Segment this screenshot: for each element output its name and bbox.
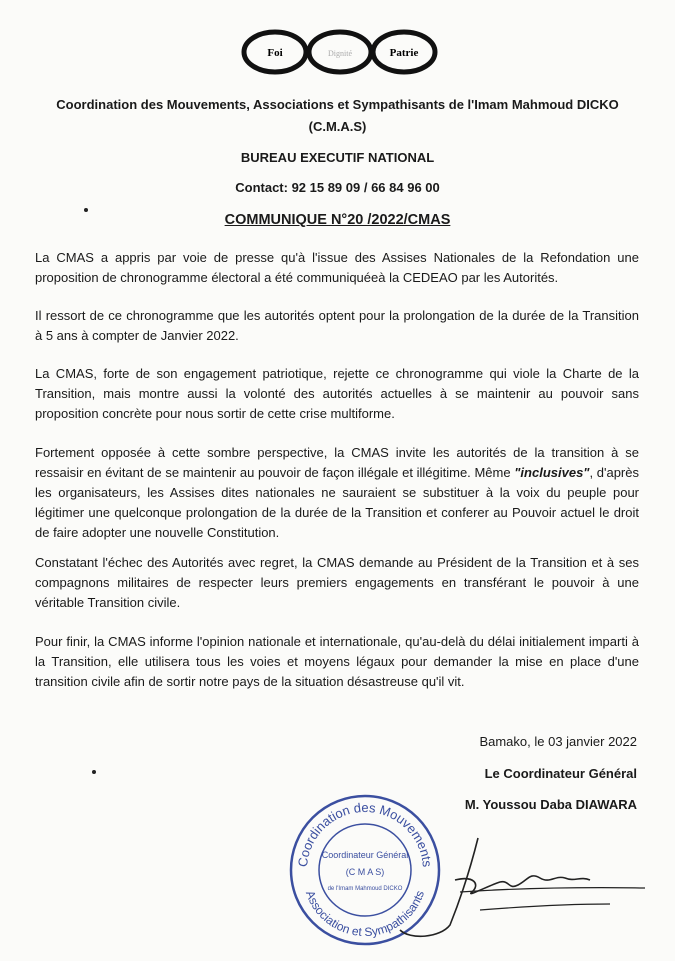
bureau-heading: BUREAU EXECUTIF NATIONAL xyxy=(240,150,435,165)
signatory-role: Le Coordinateur Général xyxy=(484,766,637,781)
contact-line: Contact: 92 15 89 09 / 66 84 96 00 xyxy=(235,180,440,195)
stamp-inner-2: (C M A S) xyxy=(345,867,385,877)
paragraph-5: Constatant l'échec des Autorités avec regret, la CMAS demande au Président de la Transition et à ses compagnons militaires de respecter leurs premiers engagements en transférant le pouvoir à une véritable Transition civile. xyxy=(35,555,639,610)
paragraph-4-start: Fortement opposée à cette sombre perspective, la CMAS invite les autorités de la transition à se ressaisir en évitant de se maintenir au pouvoir de façon illégale et illégitime. Même xyxy=(35,445,639,480)
stamp-inner-3: de l'Imam Mahmoud DICKO xyxy=(327,886,403,892)
paragraph-6: Pour finir, la CMAS informe l'opinion nationale et internationale, qu'au-delà du délai initialement imparti à la Transition, elle utilisera tous les voies et moyens légaux pour demander la mise en place d'une transition civile afin de sortir notre pays de la situation désastreuse qu'il vit. xyxy=(35,634,639,689)
organization-name: Coordination des Mouvements, Associations et Sympathisants de l'Imam Mahmoud DICKO xyxy=(56,97,619,112)
place-date: Bamako, le 03 janvier 2022 xyxy=(479,734,637,749)
organization-acronym: (C.M.A.S) xyxy=(308,119,367,134)
inclusives-emphasis: "inclusives" xyxy=(514,465,590,480)
signatory-name: M. Youssou Daba DIAWARA xyxy=(464,797,637,812)
speck xyxy=(92,770,96,774)
paragraph-1: La CMAS a appris par voie de presse qu'à l'issue des Assises Nationales de la Refondation une proposition de chronogramme électoral a été communiquéeà la CEDEAO par les Autorités. xyxy=(35,250,639,285)
stamp-outer-bottom: Association et Sympathisants xyxy=(302,888,428,940)
stamp-inner-1: Coordinateur Général xyxy=(321,850,409,860)
paragraph-4-end: , d'après les organisateurs, les Assises dites nationales ne sauraient se substituer à la voix du peuple pour légitimer une quelconque prolongation de la durée de la Transition et conferer au Pouvoir actuel le droit de faire adopter une nouvelle Constitution. xyxy=(35,465,639,540)
paragraph-2: Il ressort de ce chronogramme que les autorités optent pour la prolongation de la durée de la Transition à 5 ans à compter de Janvier 2022. xyxy=(35,308,639,343)
logo-middle-text: Dignité xyxy=(328,49,352,58)
communique-title: COMMUNIQUE N°20 /2022/CMAS xyxy=(224,212,451,228)
handwritten-signature xyxy=(380,830,660,940)
paragraph-3: La CMAS, forte de son engagement patriotique, rejette ce chronogramme qui viole la Charte de la Transition, mais montre aussi la volonté des autorités actuelles à se maintenir au pouvoir sans proposition concrète pour nous sortir de cette crise multiforme. xyxy=(35,366,639,421)
paragraph-4 xyxy=(35,443,639,543)
logo-foi-dignite-patrie xyxy=(240,27,440,77)
logo-right-text: Patrie xyxy=(389,47,419,59)
stamp-outer-top: Coordination des Mouvements xyxy=(294,799,435,868)
logo-left-text: Foi xyxy=(267,47,283,59)
